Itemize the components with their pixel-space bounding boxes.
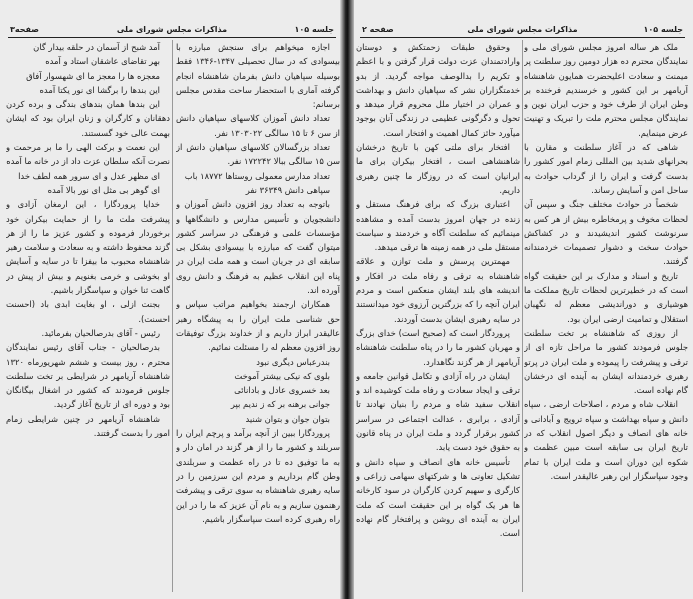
right-page [352, 0, 693, 599]
paragraph: پروردگار است که (صحیح است) خدای بزرگ و مهربان کشور ما را در پناه سلطنت شاهنشاه آریامهر از هر گزند نگاهدارد. [356, 327, 520, 367]
paragraph: مهمترین پرسش و ملت توازن و علاقه شاهنشاه به ترقی و رفاه ملت در افکار و اندیشه های بلند ایشان منعکس است و مردم ایران آنچه را که بزرگترین آرزوی خود میدانستند در سایه رهبری ایشان بدست آوردند. [356, 256, 520, 324]
paragraph: باتوجه به تعداد روز افزون دانش آموزان و دانشجویان و تأسیس مدارس و دانشگاهها و مؤسسات علمی و فرهنگی در سراسر کشور میتوان گفت که مبارزه با بیسوادی بشکل بی سابقه ای در جریان است و همه ملت ایران در پناه این انقلاب عظیم به فرهنگ و دانش روی آورده اند. [176, 199, 340, 296]
paragraph: بعد خسروی عادل و بادانائی [234, 385, 330, 396]
paragraph: معجزه ها را معجز ما ای شهسوار آفاق [26, 70, 160, 81]
paragraph: افتخار برای ملتی کهن با تاریخ درخشان شاهنشاهی است ، افتخار بیکران برای ما ایرانیان است که در روزگار ما چنین رهبری داریم. [356, 142, 520, 195]
paragraph: آمد شبح از آسمان در حلقه بیدار گان [33, 42, 160, 52]
paragraph: انقلاب شاه و مردم ، اصلاحات ارضی ، سپاه دانش و سپاه بهداشت و سپاه ترویج و آبادانی و خانه های انصاف و دیگر اصول انقلاب که در تاریخ ایران بی سابقه است مبین عظمت و شکوه این دوران است و ملت ایران با تمام وجود سپاسگزار این رهبر عالیقدر است. [524, 399, 688, 481]
session-number: جلسه ۱۰۵ [294, 25, 334, 34]
paragraph: تعداد دانش آموزان کلاسهای سپاهیان دانش از سن ۶ تا ۱۵ سالگی ۱۳۰۳۰۲۲ نفر. [176, 113, 340, 138]
paragraph: اجازه میخواهم برای سنجش مبارزه با بیسوادی که در سال تحصیلی ۱۳۴۷-۱۳۴۶ فقط بوسیله سپاهیان دانش بفرمان شاهنشاه انجام گرفته آماری با استحضار ساحت مقدس مجلس برسانم: [176, 42, 340, 110]
right-page-right-column [524, 40, 688, 592]
paragraph: تاریخ و اسناد و مدارک بر این حقیقت گواه است که در خطیرترین لحظات تاریخ مملکت ما هوشیاری و دوراندیشی معظم له نگهبان استقلال و تمامیت ارضی ایران بود. [524, 270, 688, 324]
left-page-left-column [6, 40, 170, 592]
page-number: صفحه۳ [10, 25, 39, 34]
paragraph: ملک هر ساله امروز مجلس شورای ملی و نمایندگان محترم ده هزار دومین روز سلطنت پر میمنت و سعادت اعلیحضرت همایون شاهنشاه آریامهر بر این کشور و خرسندیم فرخنده بر وطن ایران از طرف خود و حزب ایران نوین و نمایندگان مجلس محترم ملت را تبریک و تهنیت عرض مینمایم. [524, 42, 688, 138]
paragraph: بدرصالحیان - جناب آقای رئیس نمایندگان محترم ، روز بیست و ششم شهریورماه ۱۳۲۰ شاهنشاه آریامهر در شرایطی بر تخت سلطنت جلوس فرمودند که کشور در اشغال بیگانگان بود و دوره ای از تاریخ آغاز گردید. [6, 342, 170, 410]
left-page-right-column [176, 40, 340, 592]
left-page-header [8, 25, 336, 38]
paragraph: این بندها همان بندهای بندگی و برده کردن دهقانان و کارگران و زنان ایران بود که ایشان بهمت عالی خود گسستند. [6, 99, 170, 138]
paragraph: از روزی که شاهنشاه بر تخت سلطنت جلوس فرمودند کشور ما مراحل تازه ای از ترقی و پیشرفت را پیموده و ملت ایران در پرتو رهبری خردمندانه ایشان به آینده ای درخشان گام نهاده است. [524, 327, 688, 396]
page-number: صفحه ۲ [362, 25, 394, 34]
paragraph: تعداد بزرگسالان کلاسهای سپاهیان دانش از سن ۱۵ سالگی ببالا ۱۷۲۲۴۲ نفر. [176, 142, 340, 167]
paragraph: بتوان جوان و بتوان شنید [245, 413, 330, 424]
paragraph: همکاران ارجمند بخواهیم مراتب سپاس و حق شناسی ملت ایران را به پیشگاه رهبر عالیقدر ابراز داریم و از خداوند بزرگ توفیقات روز افزون معظم له را مسئلت نمائیم. [176, 299, 340, 353]
column-divider [172, 40, 173, 592]
left-page [0, 0, 344, 599]
paragraph: جوانی برهنه بر که ز ندیم بپر [230, 399, 330, 410]
right-page-header [360, 25, 685, 38]
paragraph: تعداد مدارس معمولی روستاها ۱۸۷۷۲ باب [184, 170, 330, 181]
session-number: جلسه ۱۰۵ [643, 25, 683, 34]
paragraph: شخصاً در حوادث مختلف جنگ و سپس آن لحظات مخوف و پرمخاطره بیش از هر کس به سرنوشت کشور اندیشیدند و در کشاکش حوادث سخت و دشوار تصمیمات خردمندانه گرفتند. [524, 199, 688, 267]
paragraph: بجنت ازلی ، او بغایت ابدی باد (احسنت احسنت). [6, 299, 170, 324]
paragraph: ایشان در راه آزادی و تکامل قوانین جامعه و ترقی و ایجاد سعادت و رفاه ملت کوشیده اند و انقلاب سفید شاه و مردم را بنیان نهادند تا آزادی ، برابری ، عدالت اجتماعی در سراسر کشور برقرار گردد و ملت ایران در پناه قانون به حقوق خود دست یابد. [356, 370, 520, 453]
paragraph: بلوی که نیکی بیشتر آموخت [234, 370, 330, 381]
paragraph: بهر تقاضای عاشقان استاد و آمده [45, 56, 160, 67]
paragraph: ای مظهر عدل و ای سرور همه لطف خدا [18, 170, 160, 181]
paragraph: وحقوق طبقات زحمتکش و دوستان وارادتمندان عزت دولت قرار گرفتن و با اعظم و تکریم را بدالوصف مواجه گردید. از بدو خدمتگزاران نشر که سپاهیان دانش و بهداشت و عمران در اختیار ملل محروم قرار میدهد و تحول و دگرگونی عظیمی در زندگی آنان بوجود میآورد حائز کمال اهمیت و افتخار است. [356, 42, 520, 138]
paragraph: ای گوهر بی مثل ای نور بالا آمده [47, 184, 160, 195]
paragraph: این بندها را برگشا ای نور یکتا آمده [39, 84, 160, 95]
paragraph: سپاهی دانش ۳۶۳۴۹ نفر [245, 184, 330, 195]
paragraph: اعتباری بزرگ که برای فرهنگ مستقل و زنده در جهان امروز بدست آمده و مشاهده مینمائیم که سلطنت آگاه و خردمند و سیاست مستقل ملی در همه زمینه ها ترقی میدهد. [356, 199, 520, 253]
paragraph: پروردگارا ببین از آنچه برآمد و پرچم ایران را سربلند و کشور ما را از هر گزند در امان دار و به ما توفیق ده تا در راه عظمت و سربلندی وطن گام برداریم و مردم این سرزمین را در سایه رهبری شاهنشاه به سوی ترقی و پیشرفت رهنمون سازیم و به نام آن عزیز که ما را در این راه رهبری کرده است سپاسگزار باشیم. [176, 428, 340, 524]
running-title: مذاکرات مجلس شورای ملی [116, 25, 228, 34]
running-title: مذاکرات مجلس شورای ملی [467, 25, 578, 34]
paragraph: شاهی که در آغاز سلطنت و مقارن با بحرانهای شدید بین المللی زمام امور کشور را بدست گرفت و ایران را از گرداب حوادث به ساحل امن و آسایش رساند. [524, 142, 688, 195]
paragraph: رئیس - آقای بدرصالحیان بفرمائید. [41, 327, 160, 338]
paragraph: این نعمت و برکت الهی را ما بر مرحمت و نصرت آنکه سلطان عزت داد از در خانه ما آمده [6, 142, 170, 167]
paragraph: بندرعباس دیگری نبود [256, 356, 330, 367]
paragraph: شاهنشاه آریامهر در چنین شرایطی زمام امور را بدست گرفتند. [6, 413, 170, 439]
paragraph: تأسیس خانه های انصاف و سپاه دانش و تشکیل تعاونی ها و شرکتهای سهامی زراعی و کارگری و سهیم کردن کارگران در سود کارخانه ها هر یک گواه بر این حقیقت است که ملت ایران به آینده ای روشن و پرافتخار گام نهاده است. [356, 456, 520, 539]
book-spine-shadow [340, 0, 354, 599]
column-divider [522, 40, 523, 592]
paragraph: خدایا پروردگارا ، این ارمغان آزادی و پیشرفت ملت ما را از حمایت بیکران خود برخوردار فرموده و کشور عزیز ما را از هر گزند محفوظ داشته و به سعادت و سلامت رهبر شاهنشاه محبوب ما بیفزا تا در سایه و آسایش او بخوشی و خرمی بغنویم و بیش از پیش در گاهت ثنا خوان و سپاسگزار باشیم. [6, 199, 170, 296]
right-page-left-column [356, 40, 520, 592]
